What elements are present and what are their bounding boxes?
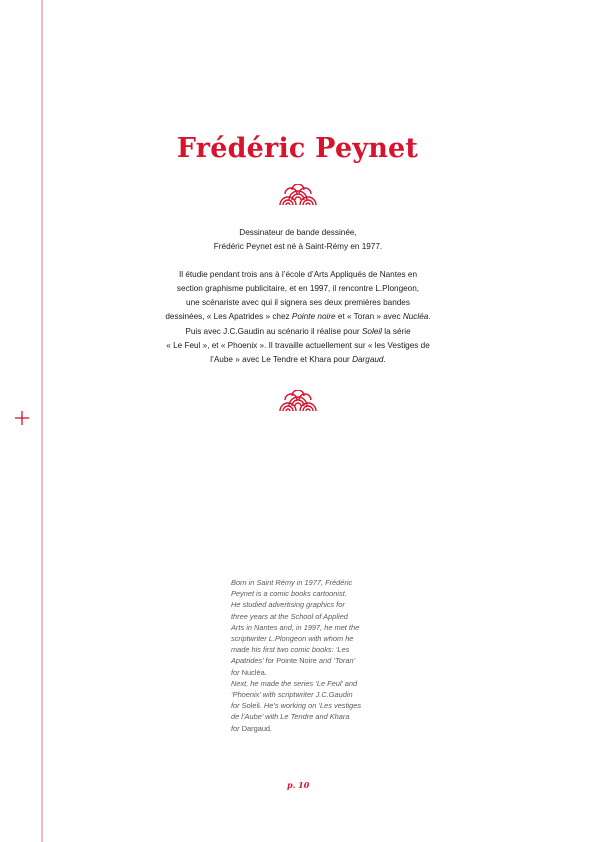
en-line: Born in Saint Rémy in 1977, Frédéric <box>231 578 353 587</box>
en-text-span: . <box>270 723 273 733</box>
en-line: Arts in Nantes and, in 1997, he met the <box>231 622 360 632</box>
en-line: Peynet is a comic books cartoonist. <box>231 589 347 599</box>
french-biography <box>140 226 456 367</box>
page-title: Frédéric Peynet <box>176 133 419 164</box>
fr-line <box>140 353 456 367</box>
fr-text-span: . <box>428 312 431 322</box>
fr-line: Frédéric Peynet est né à Saint-Rémy en 1977. <box>213 242 383 252</box>
publisher-name: Soleil <box>241 701 260 711</box>
en-line: Next, he made the series ‘Le Feul’ and <box>231 678 358 688</box>
fr-text-span: . <box>383 354 386 364</box>
en-text-span: Apatrides’ for <box>231 656 277 666</box>
en-text-span: . He’s working on ‘Les vestiges <box>259 701 362 711</box>
fr-text-span: et « Toran » avec <box>335 312 403 322</box>
en-line: scriptwriter L.Plongeon with whom he <box>231 634 354 644</box>
en-line <box>231 667 371 678</box>
fr-line: Il étudie pendant trois ans à l’école d’Arts Appliqués de Nantes en <box>178 270 418 280</box>
en-text-span: for <box>231 667 242 677</box>
fr-line: section graphisme publicitaire, et en 1997, il rencontre L.Plongeon, <box>176 284 420 294</box>
crosshair-icon <box>14 410 30 426</box>
publisher-name: Nucléa <box>402 312 429 322</box>
en-line: ‘Phoenix’ with scriptwriter J.C.Gaudin <box>231 690 353 700</box>
publisher-name: Pointe noire <box>291 312 336 322</box>
en-line <box>231 700 371 711</box>
fr-line <box>140 310 456 324</box>
fr-line: Dessinateur de bande dessinée, <box>239 228 357 237</box>
publisher-name: Soleil <box>361 326 382 336</box>
en-text-span: for <box>231 723 242 733</box>
publisher-name: Pointe Noire <box>276 656 317 666</box>
publisher-name: Dargaud <box>352 354 384 364</box>
fr-text-span: la série <box>381 326 411 336</box>
fr-text-span: l’Aube » avec Le Tendre et Khara pour <box>210 354 353 364</box>
en-line: de l’Aube’ with Le Tendre and Khara <box>231 712 350 722</box>
page-number: p. 10 <box>287 780 310 790</box>
seigaiha-wave-icon <box>278 390 318 412</box>
fr-text-span: dessinées, « Les Apatrides » chez <box>165 312 292 322</box>
en-line <box>231 723 371 734</box>
english-biography <box>231 577 371 734</box>
publisher-name: Dargaud <box>241 723 271 733</box>
en-text-span: . <box>264 667 267 677</box>
fr-line: « Le Feul », et « Phoenix ». Il travaille actuellement sur « les Vestiges de <box>166 340 430 350</box>
en-line <box>231 655 371 666</box>
en-line: He studied advertising graphics for <box>231 600 345 610</box>
en-line: three years at the School of Applied <box>231 611 348 621</box>
fr-line <box>140 325 456 339</box>
publisher-name: Nucléa <box>241 667 265 677</box>
en-line: made his first two comic books: ‘Les <box>231 645 350 655</box>
en-text-span: for <box>231 701 242 711</box>
seigaiha-wave-icon <box>278 184 318 206</box>
en-text-span: and ‘Toran’ <box>316 656 356 666</box>
fr-text-span: Puis avec J.C.Gaudin au scénario il réalise pour <box>185 326 362 336</box>
fr-line: une scénariste avec qui il signera ses deux premières bandes <box>186 298 410 308</box>
margin-rule <box>41 0 43 842</box>
